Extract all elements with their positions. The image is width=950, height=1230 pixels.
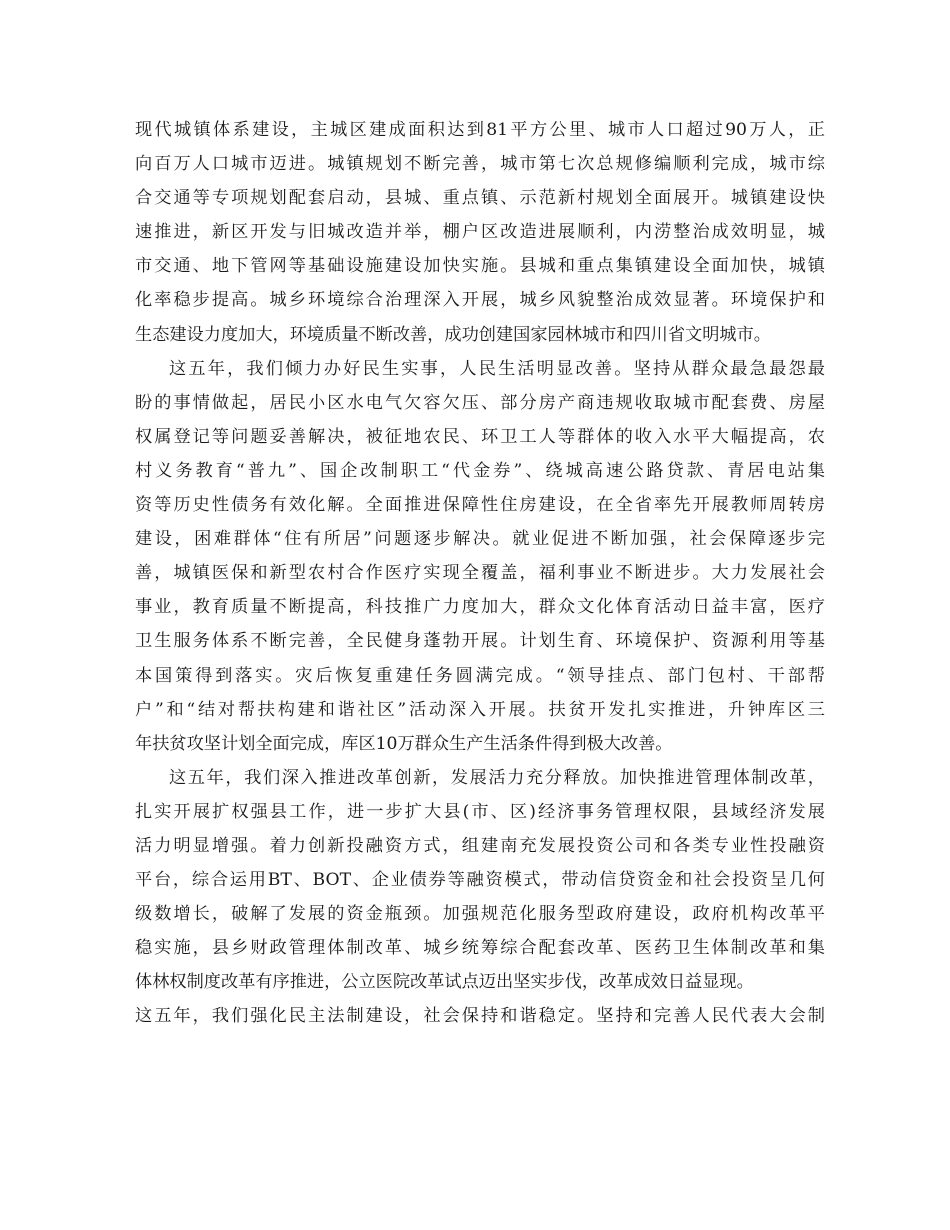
text-line: 活力明显增强。着力创新投融资方式，组建南充发展投资公司和各类专业性投融资	[135, 835, 825, 856]
text-line: 化率稳步提高。城乡环境综合治理深入开展，城乡风貌整治成效显著。环境保护和	[135, 290, 825, 311]
text-line: 级数增长，破解了发展的资金瓶颈。加强规范化服务型政府建设，政府机构改革平	[135, 904, 825, 925]
text-line: 资等历史性债务有效化解。全面推进保障性住房建设，在全省率先开展教师周转房	[135, 495, 825, 516]
text-line: 这五年，我们深入推进改革创新，发展活力充分释放。加快推进管理体制改革，	[169, 767, 825, 788]
text-line: 权属登记等问题妥善解决，被征地农民、环卫工人等群体的收入水平大幅提高，农	[135, 426, 825, 447]
text-line: 盼的事情做起，居民小区水电气欠容欠压、部分房产商违规收取城市配套费、房屋	[135, 392, 825, 413]
text-line: 这五年，我们倾力办好民生实事，人民生活明显改善。坚持从群众最急最怨最	[169, 358, 825, 379]
text-line: 户”和“结对帮扶构建和谐社区”活动深入开展。扶贫开发扎实推进，升钟库区三	[135, 699, 825, 720]
text-line: 本国策得到落实。灾后恢复重建任务圆满完成。“领导挂点、部门包村、干部帮	[135, 665, 825, 686]
text-line: 稳实施，县乡财政管理体制改革、城乡统筹综合配套改革、医药卫生体制改革和集	[135, 938, 825, 959]
text-line: 体林权制度改革有序推进，公立医院改革试点迈出坚实步伐，改革成效日益显现。	[135, 972, 754, 993]
text-line: 年扶贫攻坚计划全面完成，库区10万群众生产生活条件得到极大改善。	[135, 733, 673, 754]
text-line: 建设，困难群体“住有所居”问题逐步解决。就业促进不断加强，社会保障逐步完	[135, 529, 825, 550]
text-line: 向百万人口城市迈进。城镇规划不断完善，城市第七次总规修编顺利完成，城市综	[135, 154, 825, 175]
text-line: 合交通等专项规划配套启动，县城、重点镇、示范新村规划全面展开。城镇建设快	[135, 188, 825, 209]
text-line: 平台，综合运用BT、BOT、企业债券等融资模式，带动信贷资金和社会投资呈几何	[135, 870, 825, 891]
text-line: 村义务教育“普九”、国企改制职工“代金券”、绕城高速公路贷款、青居电站集	[135, 460, 825, 481]
text-line: 扎实开展扩权强县工作，进一步扩大县(市、区)经济事务管理权限，县域经济发展	[135, 801, 825, 822]
text-line: 现代城镇体系建设，主城区建成面积达到81平方公里、城市人口超过90万人，正	[135, 120, 825, 140]
text-line: 善，城镇医保和新型农村合作医疗实现全覆盖，福利事业不断进步。大力发展社会	[135, 563, 825, 584]
body-text	[135, 113, 825, 1034]
text-line: 事业，教育质量不断提高，科技推广力度加大，群众文化体育活动日益丰富，医疗	[135, 597, 825, 618]
text-line: 速推进，新区开发与旧城改造并举，棚户区改造进展顺利，内涝整治成效明显，城	[135, 222, 825, 243]
text-line: 生态建设力度加大，环境质量不断改善，成功创建国家园林城市和四川省文明城市。	[135, 324, 771, 345]
text-line: 市交通、地下管网等基础设施建设加快实施。县城和重点集镇建设全面加快，城镇	[135, 256, 825, 277]
text-line: 卫生服务体系不断完善，全民健身蓬勃开展。计划生育、环境保护、资源利用等基	[135, 631, 825, 652]
text-line: 这五年，我们强化民主法制建设，社会保持和谐稳定。坚持和完善人民代表大会制	[135, 1006, 825, 1027]
